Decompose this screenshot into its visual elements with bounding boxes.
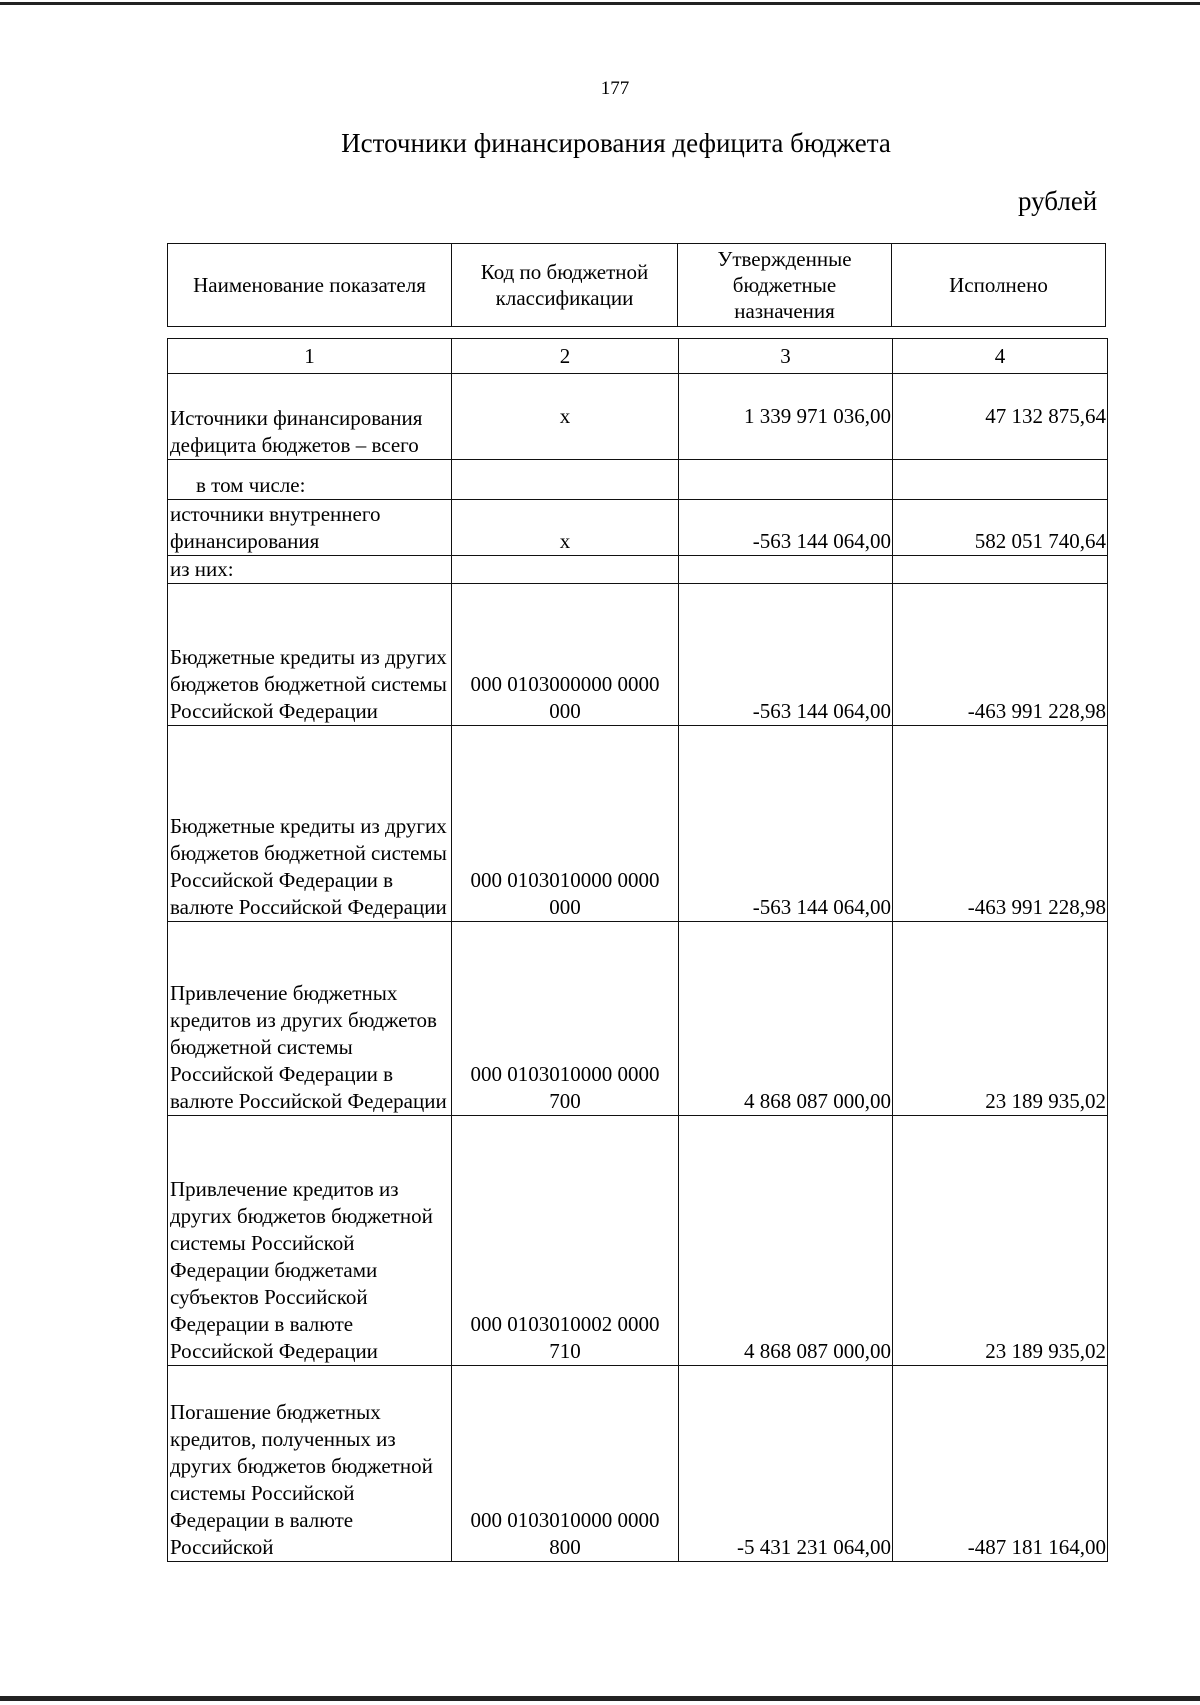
row-code: 000 0103010000 0000 800 [452, 1366, 679, 1562]
header-approved: Утвержденные бюджетные назначения [678, 244, 892, 327]
row-name: Бюджетные кредиты из других бюджетов бюджетной системы Российской Федерации в валюте Российской Федерации [168, 726, 452, 922]
row-executed: -463 991 228,98 [893, 584, 1108, 726]
row-name: Погашение бюджетных кредитов, полученных из других бюджетов бюджетной системы Российской Федерации в валюте Российской [168, 1366, 452, 1562]
row-name: Привлечение бюджетных кредитов из других бюджетов бюджетной системы Российской Федерации в валюте Российской Федерации [168, 922, 452, 1116]
row-executed: 23 189 935,02 [893, 922, 1108, 1116]
row-executed [893, 556, 1108, 584]
table-row [168, 556, 1108, 584]
table-row [168, 374, 1108, 460]
row-approved: -5 431 231 064,00 [679, 1366, 893, 1562]
row-code [452, 556, 679, 584]
row-approved: -563 144 064,00 [679, 584, 893, 726]
row-approved: 4 868 087 000,00 [679, 922, 893, 1116]
row-code: 000 0103010000 0000 700 [452, 922, 679, 1116]
row-executed: 47 132 875,64 [893, 374, 1108, 460]
row-name: Источники финансирования дефицита бюджетов – всего [168, 374, 452, 460]
row-code [452, 460, 679, 500]
table-row [168, 1116, 1108, 1366]
page-title: Источники финансирования дефицита бюджета [341, 128, 891, 158]
row-code: 000 0103010000 0000 000 [452, 726, 679, 922]
column-number: 3 [679, 339, 893, 374]
row-code: х [452, 374, 679, 460]
row-executed: -463 991 228,98 [893, 726, 1108, 922]
row-name: Бюджетные кредиты из других бюджетов бюджетной системы Российской Федерации [168, 584, 452, 726]
table-row [168, 726, 1108, 922]
row-name: Привлечение кредитов из других бюджетов бюджетной системы Российской Федерации бюджетами субъектов Российской Федерации в валюте Российской Федерации [168, 1116, 452, 1366]
row-approved: 1 339 971 036,00 [679, 374, 893, 460]
row-executed [893, 460, 1108, 500]
row-approved [679, 556, 893, 584]
header-name: Наименование показателя [168, 244, 452, 327]
table-row [168, 922, 1108, 1116]
header-executed: Исполнено [892, 244, 1106, 327]
row-executed: 582 051 740,64 [893, 500, 1108, 556]
table-row [168, 584, 1108, 726]
units-label: рублей [1018, 186, 1098, 216]
column-number: 1 [168, 339, 452, 374]
table-row [168, 1366, 1108, 1562]
table-header [167, 243, 1106, 327]
column-number: 4 [893, 339, 1108, 374]
row-name: в том числе: [168, 460, 452, 500]
row-approved: 4 868 087 000,00 [679, 1116, 893, 1366]
table-row [168, 500, 1108, 556]
row-name: из них: [168, 556, 452, 584]
row-approved: -563 144 064,00 [679, 726, 893, 922]
row-executed: -487 181 164,00 [893, 1366, 1108, 1562]
column-number-row [168, 339, 1108, 374]
header-code: Код по бюджетной классификации [452, 244, 678, 327]
row-executed: 23 189 935,02 [893, 1116, 1108, 1366]
page-top-edge [0, 2, 1200, 5]
page-number: 177 [600, 78, 630, 99]
page-bottom-edge [0, 1696, 1200, 1701]
column-number: 2 [452, 339, 679, 374]
row-approved: -563 144 064,00 [679, 500, 893, 556]
row-code: х [452, 500, 679, 556]
table-row [168, 460, 1108, 500]
row-code: 000 0103000000 0000 000 [452, 584, 679, 726]
row-code: 000 0103010002 0000 710 [452, 1116, 679, 1366]
row-approved [679, 460, 893, 500]
row-name: источники внутреннего финансирования [168, 500, 452, 556]
data-table [167, 338, 1108, 1562]
